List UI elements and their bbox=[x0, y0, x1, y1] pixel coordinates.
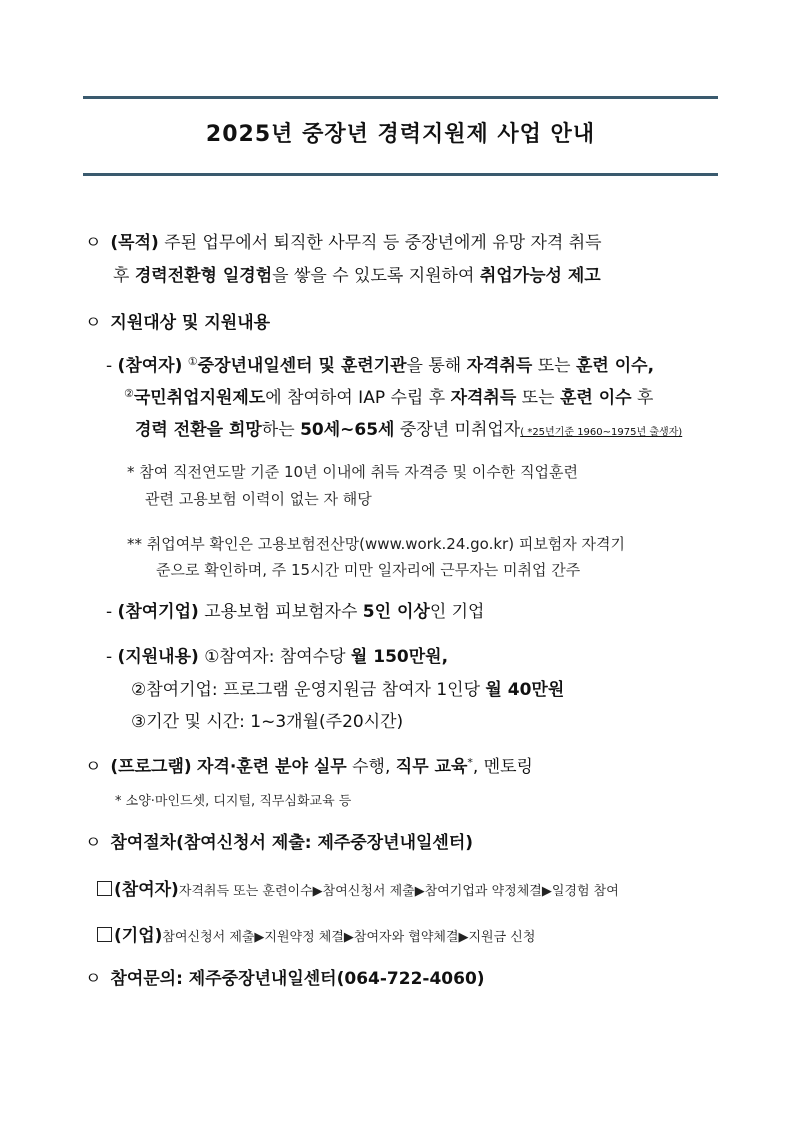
text: 인 기업 bbox=[429, 602, 485, 622]
support-line-1 bbox=[106, 647, 448, 667]
purpose-line-2 bbox=[113, 266, 601, 286]
allowance-amount: 월 150만원, bbox=[350, 647, 449, 667]
note-text: 준으로 확인하며, 주 15시간 미만 일자리에 근무자는 미취업 간주 bbox=[156, 561, 581, 579]
company-highlight: 5인 이상 bbox=[362, 602, 430, 622]
participant-highlight: 경력 전환을 희망 bbox=[135, 420, 262, 440]
text-after: 후 bbox=[113, 266, 130, 286]
bullet: ㅇ bbox=[85, 969, 102, 989]
inquiry-line bbox=[85, 969, 485, 989]
text: 후 bbox=[636, 388, 654, 408]
note-2-line-2 bbox=[156, 561, 580, 579]
note-text: 취업여부 확인은 고용보험전산망(www.work.24.go.kr) 피보험자 자격기 bbox=[146, 535, 626, 553]
text: ③기간 및 시간: 1~3개월(주20시간) bbox=[131, 712, 404, 732]
step-text: 자격취득 또는 훈련이수▶참여신청서 제출▶참여기업과 약정체결▶일경험 참여 bbox=[178, 884, 619, 899]
note-2-line-1 bbox=[127, 535, 625, 553]
number-2: ② bbox=[124, 387, 134, 400]
text: 중장년 미취업자 bbox=[399, 420, 521, 440]
text: ①참여자: 참여수당 bbox=[204, 647, 346, 667]
procedure-step-1 bbox=[97, 880, 619, 900]
subsidy-amount: 월 40만원 bbox=[485, 680, 565, 700]
dash: - bbox=[106, 356, 113, 376]
participant-highlight: 중장년내일센터 및 훈련기관 bbox=[197, 356, 407, 376]
birth-year-note: ( *25년기준 1960~1975년 출생자) bbox=[520, 427, 683, 438]
text: 또는 bbox=[521, 388, 555, 408]
step-text: 참여신청서 제출▶지원약정 체결▶참여자와 협약체결▶지원금 신청 bbox=[162, 930, 536, 945]
text: 에 참여하여 IAP 수립 후 bbox=[265, 388, 446, 408]
company-line bbox=[106, 602, 484, 622]
bullet: ㅇ bbox=[85, 313, 102, 333]
participant-line-2 bbox=[124, 387, 653, 408]
procedure-heading bbox=[85, 833, 473, 853]
text: ②참여기업: 프로그램 운영지원금 참여자 1인당 bbox=[131, 680, 480, 700]
bullet: ㅇ bbox=[85, 233, 102, 253]
support-line-3 bbox=[131, 712, 403, 732]
step-label: (참여자) bbox=[114, 880, 179, 900]
text: 또는 bbox=[537, 356, 571, 376]
text: 고용보험 피보험자수 bbox=[204, 602, 358, 622]
participant-highlight: 자격취득 bbox=[450, 388, 517, 408]
checkbox-icon bbox=[97, 881, 112, 896]
section-heading: 지원대상 및 지원내용 bbox=[110, 313, 271, 333]
note-text: * 소양·마인드셋, 디지털, 직무심화교육 등 bbox=[115, 794, 352, 809]
note-1-line-2 bbox=[145, 490, 372, 508]
dash: - bbox=[106, 602, 113, 622]
company-label: (참여기업) bbox=[117, 602, 199, 622]
purpose-highlight-2: 취업가능성 제고 bbox=[479, 266, 601, 286]
asterisk: * bbox=[127, 463, 135, 481]
note-text: 참여 직전연도말 기준 10년 이내에 취득 자격증 및 이수한 직업훈련 bbox=[139, 463, 579, 481]
note-text: 관련 고용보험 이력이 없는 자 해당 bbox=[145, 490, 372, 508]
support-label: (지원내용) bbox=[117, 647, 199, 667]
text: 수행, bbox=[352, 757, 391, 777]
bullet: ㅇ bbox=[85, 757, 102, 777]
step-label: (기업) bbox=[114, 926, 163, 946]
age-range: 50세~65세 bbox=[300, 420, 395, 440]
purpose-line-1 bbox=[85, 233, 602, 253]
purpose-highlight-1: 경력전환형 일경험 bbox=[134, 266, 273, 286]
asterisk: ** bbox=[127, 535, 142, 553]
participant-highlight: 자격취득 bbox=[466, 356, 533, 376]
participant-highlight: 훈련 이수 bbox=[576, 356, 648, 376]
purpose-text: 주된 업무에서 퇴직한 사무직 등 중장년에게 유망 자격 취득 bbox=[164, 233, 602, 253]
text-middle: 을 쌓을 수 있도록 지원하여 bbox=[272, 266, 475, 286]
program-highlight: 자격·훈련 분야 실무 bbox=[197, 757, 347, 777]
program-line bbox=[85, 756, 533, 777]
bullet: ㅇ bbox=[85, 833, 102, 853]
note-1-line-1 bbox=[127, 463, 578, 481]
text: , 멘토링 bbox=[472, 757, 533, 777]
inquiry-heading: 참여문의: 제주중장년내일센터(064-722-4060) bbox=[110, 969, 485, 989]
dash: - bbox=[106, 647, 113, 667]
purpose-label: (목적) bbox=[110, 233, 159, 253]
procedure-step-2 bbox=[97, 926, 535, 946]
asterisk: * bbox=[467, 756, 473, 769]
participant-line-1: - (참여자) ①중장년내일센터 및 훈련기관을 통해 자격취득 또는 훈련 이수, bbox=[106, 355, 655, 376]
top-rule bbox=[83, 96, 718, 99]
page-title: 2025년 중장년 경력지원제 사업 안내 bbox=[205, 122, 596, 147]
participant-highlight: 훈련 이수 bbox=[559, 388, 632, 408]
program-note bbox=[115, 794, 351, 810]
text: 을 통해 bbox=[406, 356, 462, 376]
text: 하는 bbox=[261, 420, 295, 440]
program-highlight: 직무 교육 bbox=[395, 757, 468, 777]
checkbox-icon bbox=[97, 927, 112, 942]
bottom-rule bbox=[83, 173, 718, 176]
support-line-2 bbox=[131, 680, 564, 700]
participant-highlight: 국민취업지원제도 bbox=[133, 388, 266, 408]
participant-label: (참여자) bbox=[117, 356, 183, 376]
section-heading: 참여절차(참여신청서 제출: 제주중장년내일센터) bbox=[110, 833, 474, 853]
section-target-heading bbox=[85, 313, 270, 333]
program-label: (프로그램) bbox=[110, 757, 192, 777]
participant-line-3 bbox=[135, 420, 682, 440]
number-1: ① bbox=[187, 355, 198, 368]
